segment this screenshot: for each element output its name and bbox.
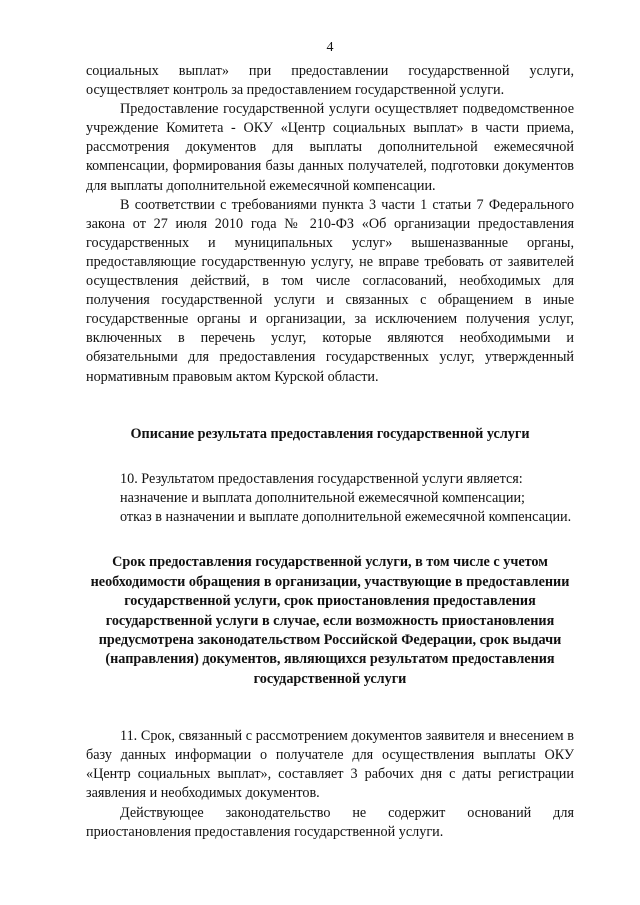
spacer [86, 444, 574, 470]
heading-term: Срок предоставления государственной услуги, в том числе с учетом необходимости обращения в организации, участвующие в предоставлении государственной услуги, срок приостановления предоставления государственной услуги в случае, если возможность приостановления предусмотрена законодательством Российской Федерации, срок выдачи (направления) документов, являющихся результатом предоставления государственной услуги [90, 554, 570, 687]
section-11-para-2: Действующее законодательство не содержит оснований для приостановления предоставления государственной услуги. [86, 804, 574, 840]
page-number: 4 [326, 40, 334, 55]
paragraph-provider: Предоставление государственной услуги осуществляет подведомственное учреждение Комитета - ОКУ «Центр социальных выплат» в части приема, рассмотрения документов для выплаты дополнительной ежемесячной компенсации, формирования базы данных получателей, подготовки документов для выплаты дополнительной ежемесячной компенсации. [86, 101, 574, 194]
heading-result: Описание результата предоставления государственной услуги [130, 425, 530, 442]
section-10-intro: 10. Результатом предоставления государственной услуги является: [120, 471, 523, 487]
section-11-para-1: 11. Срок, связанный с рассмотрением документов заявителя и внесением в базу данных информации о получателе для осуществления выплаты ОКУ «Центр социальных выплат», составляет 3 рабочих дня с даты регистрации заявления и необходимых документов. [86, 728, 574, 802]
section-10-item-1: назначение и выплата дополнительной ежемесячной компенсации; [120, 490, 525, 507]
paragraph-federal-law: В соответствии с требованиями пункта 3 части 1 статьи 7 Федерального закона от 27 июля 2010 года № 210-ФЗ «Об организации предоставления государственных и муниципальных услуг» вышеназванные органы, предоставляющие государственную услугу, не вправе требовать от заявителей осуществления действий, в том числе согласований, необходимых для получения государственной услуги и связанных с обращением в иные государственные органы и организации, за исключением получения услуг, включенных в перечень услуг, которые являются необходимыми и обязательными для предоставления государственных услуг, утвержденный нормативным правовым актом Курской области. [86, 196, 574, 385]
spacer [86, 689, 574, 727]
spacer [86, 387, 574, 425]
paragraph-continuation: социальных выплат» при предоставлении государственной услуги, осуществляет контроль за предоставлением государственной услуги. [86, 63, 574, 99]
section-10-item-2: отказ в назначении и выплате дополнительной ежемесячной компенсации. [120, 509, 572, 526]
spacer [86, 527, 574, 553]
document-body [86, 62, 574, 842]
document-page [86, 0, 574, 905]
